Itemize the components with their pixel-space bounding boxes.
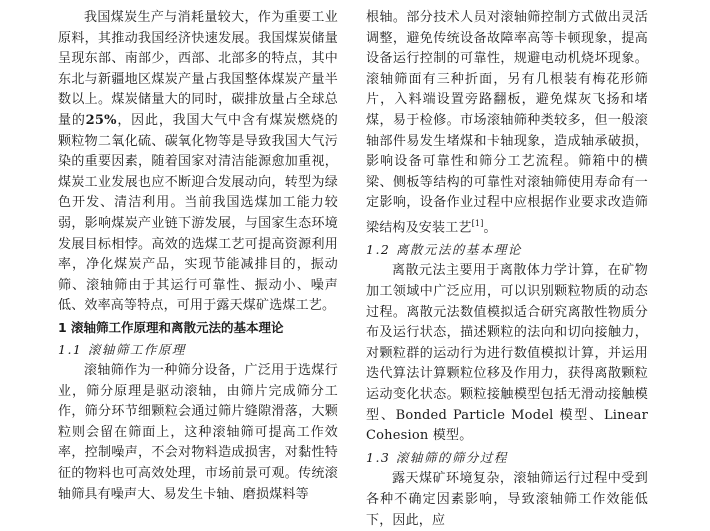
section-heading-1-2: 1.2 离散元法的基本理论	[366, 241, 522, 257]
right-column	[366, 8, 648, 531]
citation-marker: [1]	[471, 218, 484, 228]
section-heading-1-3: 1.3 滚轴筛的筛分过程	[366, 449, 508, 465]
carbon-percent: 25%	[85, 112, 117, 128]
section-heading-1-1: 1.1 滚轴筛工作原理	[58, 341, 186, 357]
screening-process-paragraph: 露天煤矿环境复杂，滚轴筛运行过程中受到各种不确定因素影响，导致滚轴筛工作效能低下，因此，应	[366, 471, 648, 528]
section-heading-1: 1 滚轴筛工作原理和离散元法的基本理论	[58, 319, 284, 335]
intro-text-continued: ，因此，我国大气中含有煤炭燃烧的颗粒物二氧化硫、碳氧化物等是导致我国大气污染的重要因素，随着国家对清洁能源愈加重视，煤炭工业发展也应不断迎合发展动向，转型为绿色开发、清洁利用。当前我国选煤加工能力较弱，影响煤炭产业链下游发展，与国家生态环境发展目标相悖。高效的选煤工艺可提高资源利用率，净化煤炭产品，实现节能减排目的，振动筛、滚轴筛由于其运行可靠性、振动小、噪声低、效率高等特点，可用于露天煤矿选煤工艺。	[58, 112, 339, 314]
continued-text: 根轴。部分技术人员对滚轴筛控制方式做出灵活调整，避免传统设备故障率高等卡顿现象，提高设备运行控制的可靠性，规避电动机烧坏现象。滚轴筛面有三种折面，另有几根装有梅花形筛片，入料端设置旁路翻板，避免煤灰飞扬和堵煤，易于检修。市场滚轴筛种类较多，但一般滚轴部件易发生堵煤和卡轴现象，造成轴承破损，影响设备可靠性和筛分工艺流程。筛箱中的横梁、侧板等结构的可靠性对滚轴筛使用寿命有一定影响，设备作业过程中应根据作业要求改造筛梁结构及安装工艺	[366, 10, 648, 236]
continued-paragraph	[366, 8, 648, 239]
intro-text: 我国煤炭生产与消耗量较大，作为重要工业原料，其推动我国经济快速发展。我国煤炭储量呈现东部、南部少，西部、北部多的特点，其中东北与新疆地区煤炭产量占我国整体煤炭产量半数以上。煤炭储量大的同时，碳排放量占全球总量的	[58, 10, 338, 128]
intro-paragraph	[58, 8, 338, 317]
roller-screen-principle-paragraph: 滚轴筛作为一种筛分设备，广泛用于选煤行业，筛分原理是驱动滚轴，由筛片完成筛分工作，筛分环节细颗粒会通过筛片缝隙滑落，大颗粒则会留在筛面上，这种滚轴筛可提高工作效率，控制噪声，不会对物料造成损害，对黏性特征的物料也可高效处理，市场前景可观。传统滚轴筛具有噪声大、易发生卡轴、磨损煤料等	[58, 363, 338, 502]
left-column	[58, 8, 338, 505]
continued-text-end: 。	[483, 220, 497, 236]
dem-theory-paragraph: 离散元法主要用于离散体力学计算，在矿物加工领域中广泛应用，可以识别颗粒物质的动态过程。离散元法数值模拟适合研究离散性物质分布及运行状态，描述颗粒的法向和切向接触力，对颗粒群的运动行为进行数值模拟计算，并运用迭代算法计算颗粒位移及作用力，获得离散颗粒运动变化状态。颗粒接触模型包括无滑动接触模型、Bonded Particle Model 模型、Linear Cohesion 模型。	[366, 263, 648, 444]
